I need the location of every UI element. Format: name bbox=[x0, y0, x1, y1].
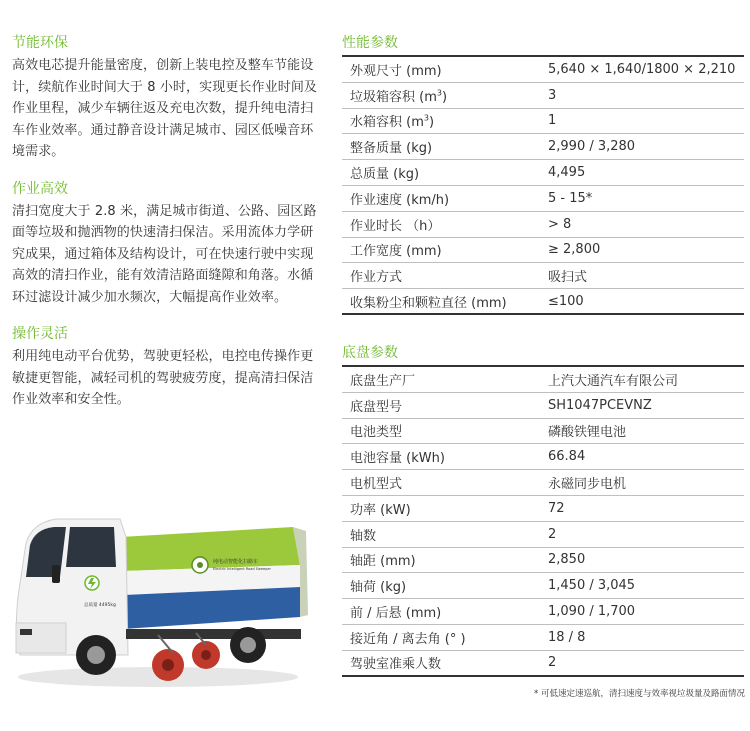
feature-title: 节能环保 bbox=[12, 35, 68, 51]
row-label: 轴荷 (kg) bbox=[350, 580, 407, 596]
table-row bbox=[342, 57, 744, 83]
row-label: 轴数 bbox=[350, 528, 377, 544]
row-label: 前 / 后悬 (mm) bbox=[350, 606, 442, 622]
table-row bbox=[342, 263, 744, 289]
row-value: 4,495 bbox=[548, 165, 586, 181]
row-value: 1 bbox=[548, 113, 557, 129]
row-label: 电机型式 bbox=[350, 477, 403, 493]
table-row bbox=[342, 83, 744, 109]
table-row bbox=[342, 134, 744, 160]
row-value: 2 bbox=[548, 655, 557, 671]
feature-energy bbox=[12, 34, 320, 163]
row-label: 作业时长 （h） bbox=[350, 218, 441, 234]
row-value: > 8 bbox=[548, 216, 572, 232]
row-value: 上汽大通汽车有限公司 bbox=[548, 373, 679, 389]
table-row bbox=[342, 289, 744, 315]
row-value: 72 bbox=[548, 500, 565, 516]
row-label: 功率 (kW) bbox=[350, 502, 411, 518]
row-label: 电池容量 (kWh) bbox=[350, 451, 445, 467]
row-value: 18 / 8 bbox=[548, 629, 586, 645]
table-row bbox=[342, 548, 744, 574]
table-row bbox=[342, 444, 744, 470]
feature-body: 清扫宽度大于 2.8 米，满足城市街道、公路、园区路面等垃圾和抛洒物的快速清扫保洁。采用流体力学研究成果，通过箱体及结构设计，可在快速行驶中实现高效的清扫作业，能有效清洁路面缝隙和角落。水循环过滤设计减少加水频次，大幅提高作业效率。 bbox=[12, 203, 317, 305]
row-value: ≤100 bbox=[548, 293, 584, 309]
truck-side-text-cn: 纯电动智能化扫路车 bbox=[213, 559, 259, 565]
chassis-table bbox=[342, 344, 744, 677]
chassis-title: 底盘参数 bbox=[342, 344, 744, 367]
table-row bbox=[342, 367, 744, 393]
table-row bbox=[342, 393, 744, 419]
row-label: 整备质量 (kg) bbox=[350, 141, 433, 157]
truck-door-text: 总质量 4495kg bbox=[84, 603, 116, 608]
row-label: 电池类型 bbox=[350, 425, 403, 441]
row-label: 底盘生产厂 bbox=[350, 373, 416, 389]
sweeper-truck-image bbox=[8, 505, 308, 695]
table-row bbox=[342, 186, 744, 212]
table-row bbox=[342, 238, 744, 264]
row-label: 收集粉尘和颗粒直径 (mm) bbox=[350, 295, 507, 311]
feature-body: 利用纯电动平台优势，驾驶更轻松，电控电传操作更敏捷更智能，减轻司机的驾驶疲劳度，提高清扫保洁作业效率和安全性。 bbox=[12, 349, 314, 407]
feature-title: 作业高效 bbox=[12, 180, 68, 197]
row-value: 1,090 / 1,700 bbox=[548, 604, 636, 620]
row-value: ≥ 2,800 bbox=[548, 242, 601, 258]
row-value: 1,450 / 3,045 bbox=[548, 578, 636, 594]
table-row bbox=[342, 496, 744, 522]
row-value: 永磁同步电机 bbox=[548, 477, 627, 493]
row-label: 底盘型号 bbox=[350, 399, 403, 415]
table-row bbox=[342, 419, 744, 445]
row-value: 2,990 / 3,280 bbox=[548, 139, 636, 155]
row-label: 接近角 / 离去角 (° ) bbox=[350, 631, 466, 647]
feature-handling bbox=[12, 325, 320, 411]
row-value: SH1047PCEVNZ bbox=[548, 397, 652, 413]
row-label: 总质量 (kg) bbox=[350, 167, 420, 183]
row-value: 2 bbox=[548, 526, 557, 542]
row-label: 垃圾箱容积 $(m^3)$ bbox=[350, 88, 448, 105]
row-value: 3 bbox=[548, 87, 557, 103]
table-row bbox=[342, 160, 744, 186]
table-row bbox=[342, 651, 744, 677]
table-row bbox=[342, 522, 744, 548]
row-value: 5 - 15* bbox=[548, 190, 593, 206]
row-label: 外观尺寸 (mm) bbox=[350, 63, 442, 79]
truck-side-text-en: Electric Intelligent Road Sweeper bbox=[213, 567, 271, 571]
feature-efficiency bbox=[12, 180, 320, 309]
feature-column bbox=[12, 34, 320, 427]
table-row bbox=[342, 625, 744, 651]
feature-body: 高效电芯提升能量密度，创新上装电控及整车节能设计，续航作业时间大于 8 小时，实现更长作业时间及作业里程，减少车辆往返及充电次数，提升纯电清扫车作业效率。通过静音设计满足城市、园区低噪音环境需求。 bbox=[12, 58, 318, 159]
table-row bbox=[342, 212, 744, 238]
row-value: 吸扫式 bbox=[548, 270, 588, 286]
table-row bbox=[342, 573, 744, 599]
performance-table bbox=[342, 34, 744, 315]
performance-title: 性能参数 bbox=[342, 34, 744, 57]
feature-title: 操作灵活 bbox=[12, 326, 68, 342]
footnote: * 可低速定速巡航，清扫速度与效率视垃圾量及路面情况 bbox=[534, 689, 745, 699]
row-label: 驾驶室准乘人数 bbox=[350, 657, 442, 673]
row-label: 水箱容积 $(m^3)$ bbox=[350, 114, 435, 131]
table-row bbox=[342, 109, 744, 135]
row-value: 磷酸铁锂电池 bbox=[548, 425, 627, 441]
row-label: 工作宽度 (mm) bbox=[350, 244, 442, 260]
row-value: 2,850 bbox=[548, 552, 586, 568]
row-label: 作业方式 bbox=[350, 270, 403, 286]
table-row bbox=[342, 599, 744, 625]
table-row bbox=[342, 470, 744, 496]
row-value: 5,640 × 1,640/1800 × 2,210 bbox=[548, 61, 736, 77]
row-label: 作业速度 (km/h) bbox=[350, 192, 450, 208]
row-label: 轴距 (mm) bbox=[350, 554, 416, 570]
row-value: 66.84 bbox=[548, 449, 586, 465]
